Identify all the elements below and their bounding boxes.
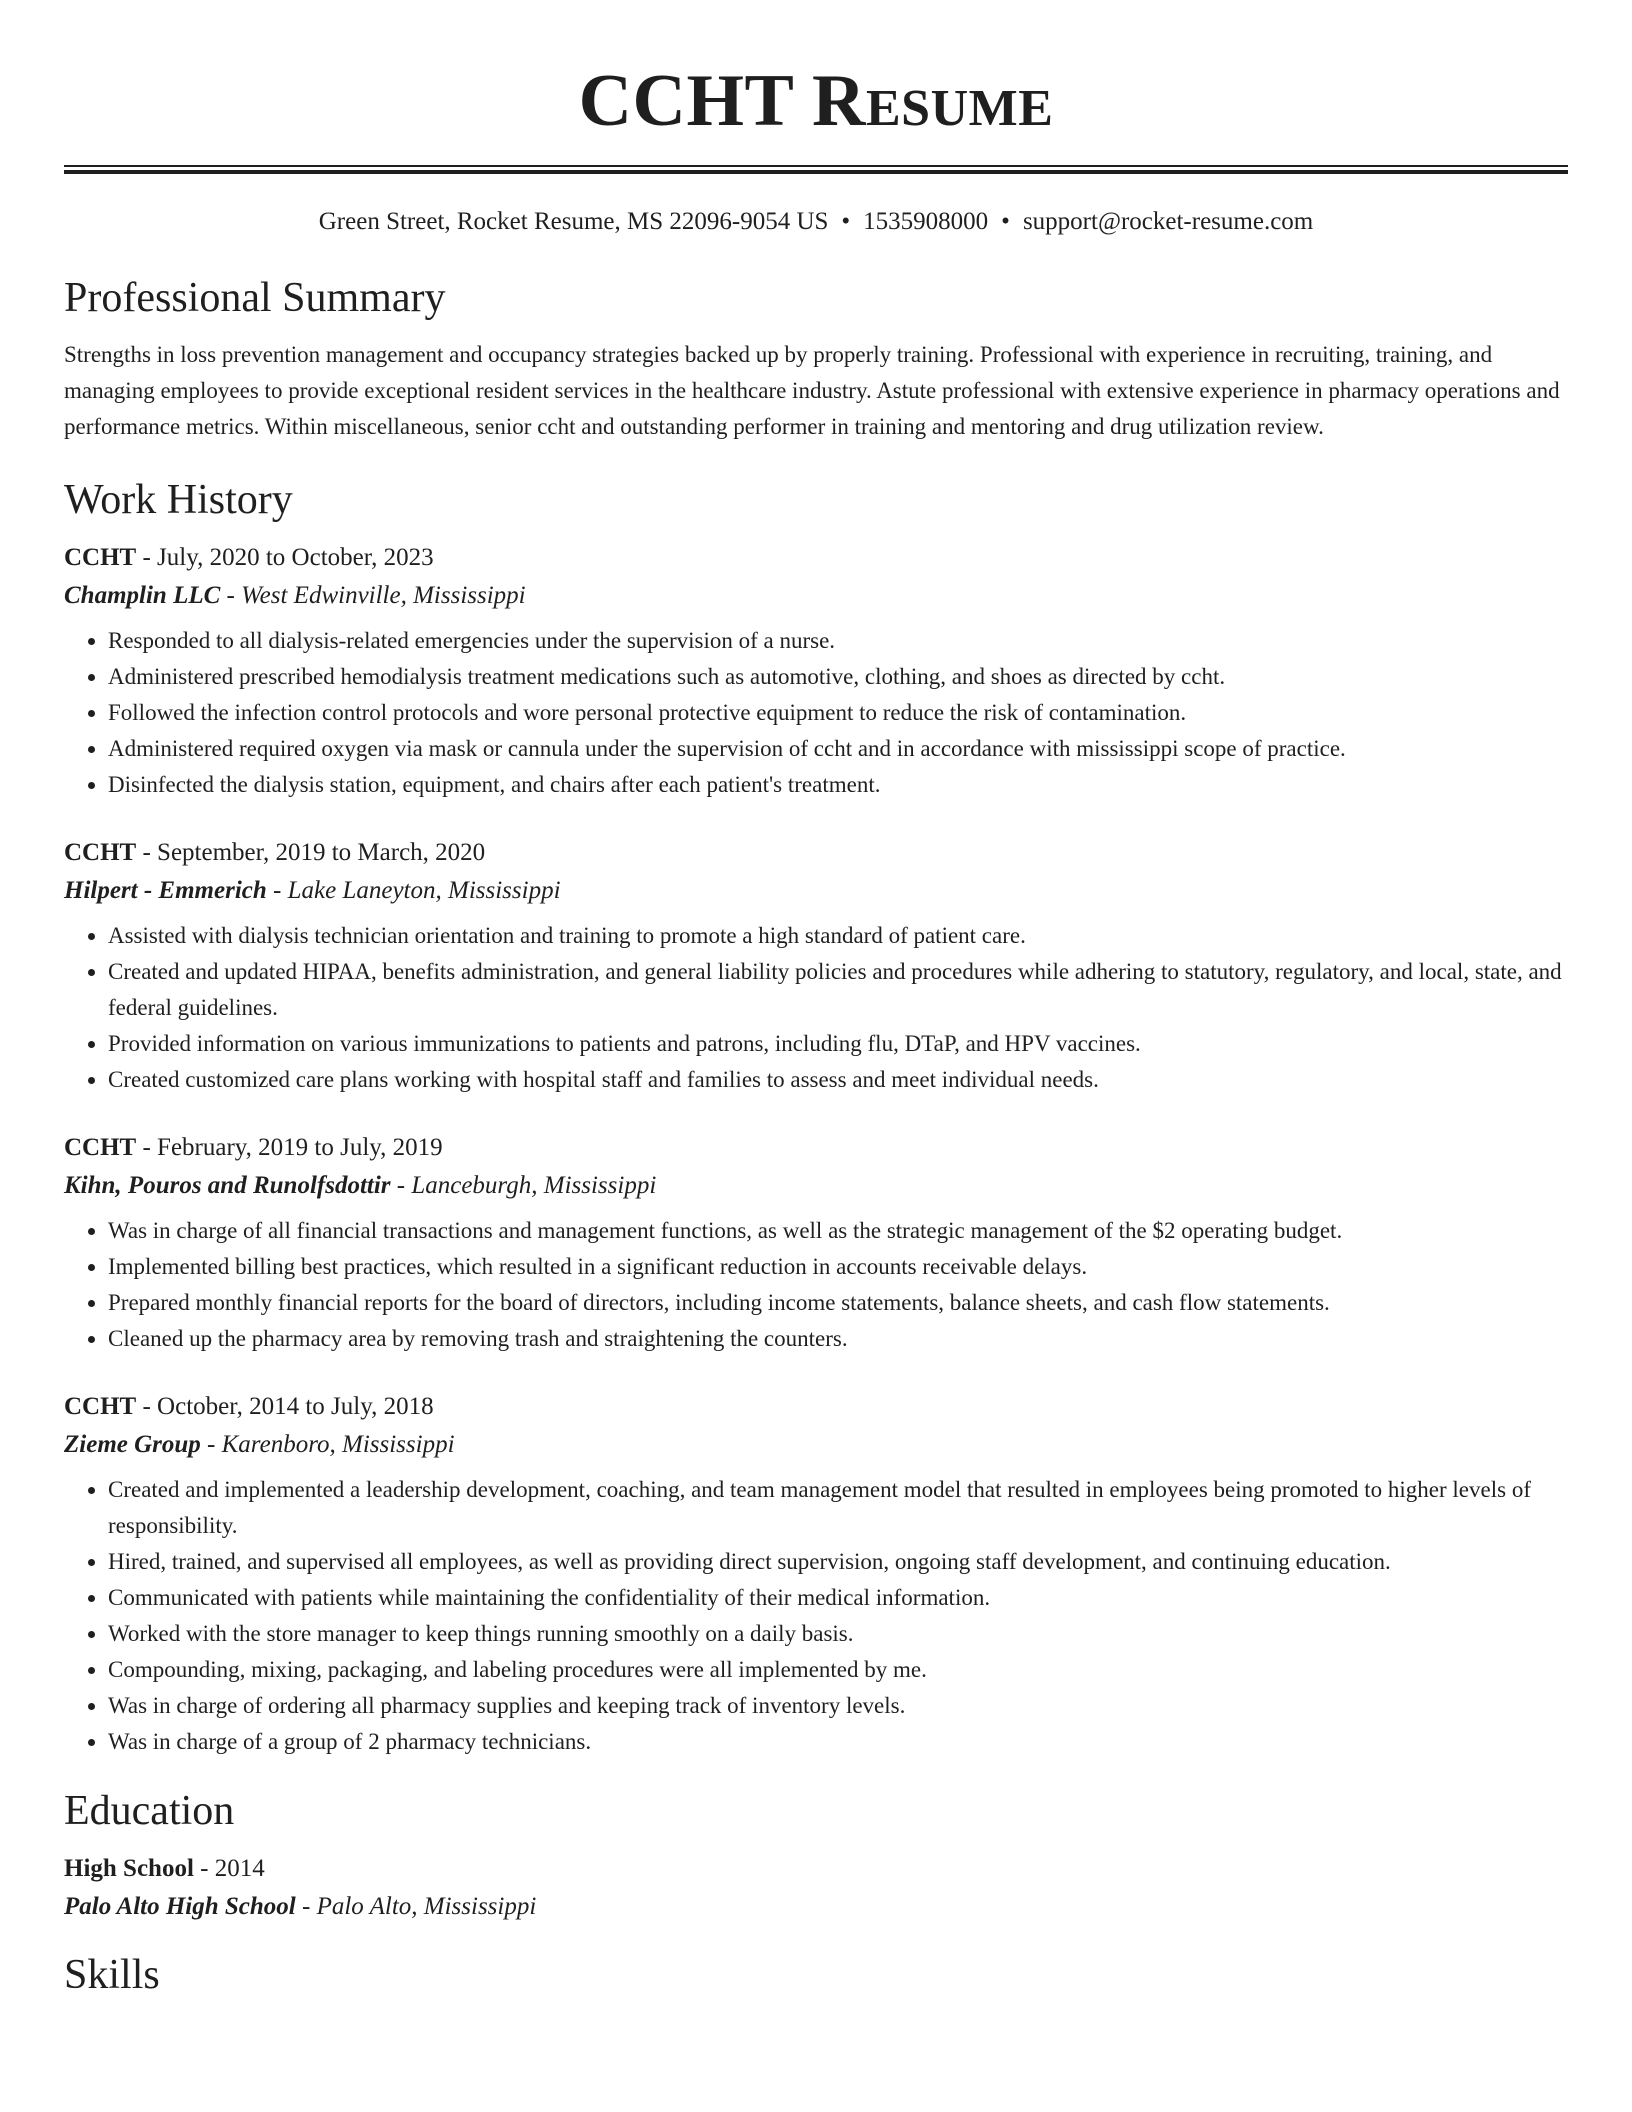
education-school: Palo Alto High School <box>64 1893 296 1920</box>
contact-email: support@rocket-resume.com <box>1022 208 1314 235</box>
education-heading: Education <box>64 1788 235 1834</box>
job-title-line <box>64 834 1568 872</box>
job-dates: - October, 2014 to July, 2018 <box>136 1393 434 1420</box>
job-dates: - September, 2019 to March, 2020 <box>136 839 486 866</box>
job-company: Zieme Group <box>64 1431 201 1458</box>
job-bullet: • Was in charge of ordering all pharmacy supplies and keeping track of inventory levels. <box>108 1688 1568 1724</box>
job-company: Champlin LLC <box>64 582 221 609</box>
job-location: - West Edwinville, Mississippi <box>220 582 526 609</box>
summary-heading: Professional Summary <box>64 275 446 321</box>
job-bullet: • Disinfected the dialysis station, equipment, and chairs after each patient's treatment. <box>108 767 1568 803</box>
job-bullet: • Communicated with patients while maintaining the confidentiality of their medical information. <box>108 1580 1568 1616</box>
job-bullet: • Administered prescribed hemodialysis treatment medications such as automotive, clothing, and shoes as directed by ccht. <box>108 659 1568 695</box>
job-bullet: • Implemented billing best practices, which resulted in a significant reduction in accounts receivable delays. <box>108 1249 1568 1285</box>
job-entry <box>64 1129 1568 1357</box>
job-entry <box>64 834 1568 1098</box>
skills-heading: Skills <box>64 1952 160 1998</box>
job-dates: - February, 2019 to July, 2019 <box>136 1134 443 1161</box>
job-location: - Lanceburgh, Mississippi <box>390 1172 657 1199</box>
job-bullets <box>64 623 1568 803</box>
job-bullet: • Prepared monthly financial reports for the board of directors, including income statements, balance sheets, and cash flow statements. <box>108 1285 1568 1321</box>
job-bullet: • Assisted with dialysis technician orientation and training to promote a high standard of patient care. <box>108 918 1568 954</box>
job-title: CCHT <box>64 1393 137 1420</box>
job-bullets <box>64 1472 1568 1760</box>
contact-separator: • <box>1001 208 1010 235</box>
education-school-line <box>64 1888 1568 1926</box>
education-entry <box>64 1850 1568 1926</box>
job-bullet: • Was in charge of a group of 2 pharmacy technicians. <box>108 1724 1568 1760</box>
job-dates: - July, 2020 to October, 2023 <box>136 544 434 571</box>
job-bullet: • Followed the infection control protocols and wore personal protective equipment to reduce the risk of contamination. <box>108 695 1568 731</box>
work-history-list <box>64 539 1568 1760</box>
job-company: Kihn, Pouros and Runolfsdottir <box>64 1172 391 1199</box>
job-title: CCHT <box>64 544 137 571</box>
job-entry <box>64 1388 1568 1760</box>
job-bullet: • Hired, trained, and supervised all employees, as well as providing direct supervision, ongoing staff development, and continuing education. <box>108 1544 1568 1580</box>
contact-address: Green Street, Rocket Resume, MS 22096-9054 US <box>318 208 829 235</box>
summary-text: Strengths in loss prevention management and occupancy strategies backed up by properly training. Professional with experience in recruiting, training, and managing employees to provide exceptional resident services in the healthcare industry. Astute professional with extensive experience in pharmacy operations and performance metrics. Within miscellaneous, senior ccht and outstanding performer in training and mentoring and drug utilization review. <box>64 342 1560 439</box>
job-bullet: • Created and implemented a leadership development, coaching, and team management model that resulted in employees being promoted to higher levels of responsibility. <box>108 1472 1568 1544</box>
resume-page <box>64 0 1568 2000</box>
job-bullets <box>64 1213 1568 1357</box>
job-title: CCHT <box>64 839 137 866</box>
title-divider <box>64 165 1568 174</box>
page-title: CCHT Resume <box>578 60 1054 142</box>
job-bullet: • Responded to all dialysis-related emergencies under the supervision of a nurse. <box>108 623 1568 659</box>
work-history-heading: Work History <box>64 477 293 523</box>
job-bullet: • Compounding, mixing, packaging, and labeling procedures were all implemented by me. <box>108 1652 1568 1688</box>
job-location: - Karenboro, Mississippi <box>200 1431 455 1458</box>
job-location: - Lake Laneyton, Mississippi <box>266 877 561 904</box>
job-company: Hilpert - Emmerich <box>64 877 267 904</box>
job-bullet: • Created and updated HIPAA, benefits administration, and general liability policies and procedures while adhering to statutory, regulatory, and local, state, and federal guidelines. <box>108 954 1568 1026</box>
job-bullet: • Provided information on various immunizations to patients and patrons, including flu, DTaP, and HPV vaccines. <box>108 1026 1568 1062</box>
job-title: CCHT <box>64 1134 137 1161</box>
contact-line <box>64 207 1568 237</box>
job-company-line <box>64 1167 1568 1205</box>
job-bullet: • Was in charge of all financial transactions and management functions, as well as the strategic management of the $2 operating budget. <box>108 1213 1568 1249</box>
contact-separator: • <box>841 208 851 235</box>
education-year: - 2014 <box>193 1855 265 1882</box>
job-company-line <box>64 872 1568 910</box>
job-company-line <box>64 577 1568 615</box>
job-title-line <box>64 1129 1568 1167</box>
job-title-line <box>64 1388 1568 1426</box>
job-entry <box>64 539 1568 803</box>
job-bullets <box>64 918 1568 1098</box>
education-degree: High School <box>64 1855 194 1882</box>
education-degree-line <box>64 1850 1568 1888</box>
job-company-line <box>64 1426 1568 1464</box>
education-location: - Palo Alto, Mississippi <box>295 1893 537 1920</box>
job-title-line <box>64 539 1568 577</box>
job-bullet: • Cleaned up the pharmacy area by removing trash and straightening the counters. <box>108 1321 1568 1357</box>
job-bullet: • Created customized care plans working with hospital staff and families to assess and meet individual needs. <box>108 1062 1568 1098</box>
contact-phone: 1535908000 <box>863 208 989 235</box>
job-bullet: • Worked with the store manager to keep things running smoothly on a daily basis. <box>108 1616 1568 1652</box>
job-bullet: • Administered required oxygen via mask or cannula under the supervision of ccht and in accordance with mississippi scope of practice. <box>108 731 1568 767</box>
